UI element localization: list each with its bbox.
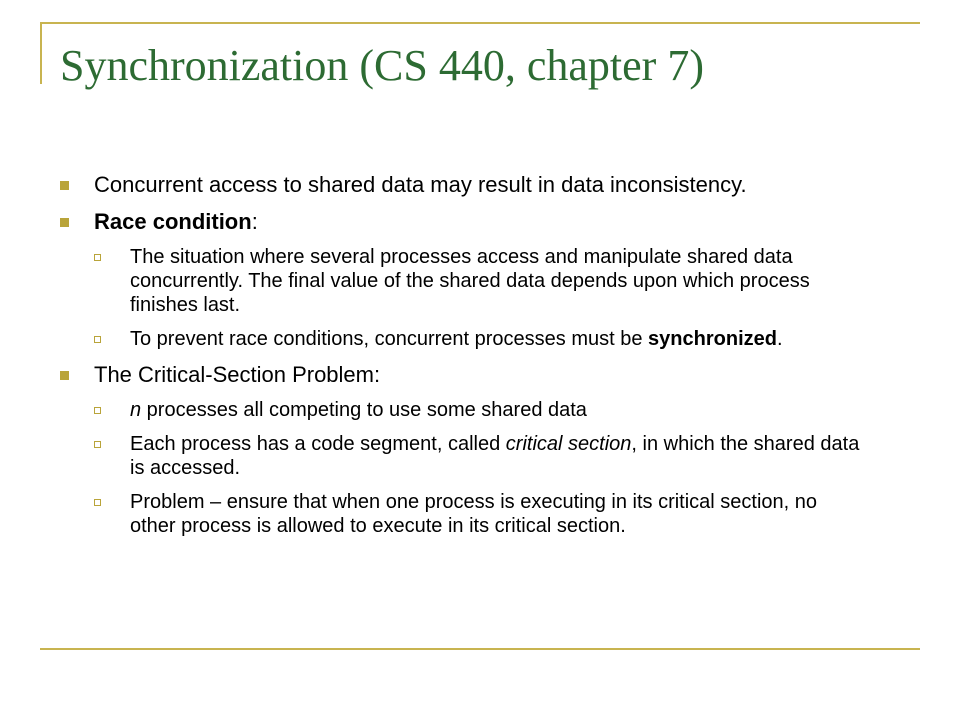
hollow-square-bullet-icon [94, 407, 101, 414]
sub-bullet-text: The situation where several processes access and manipulate shared data concurrently. The final value of the shared data depends upon which process finishes last. [130, 246, 810, 316]
sub-bullet-problem [60, 490, 860, 538]
bullet-text: Concurrent access to shared data may result in data inconsistency. [94, 172, 747, 197]
critical-section-term: critical section [505, 433, 632, 455]
bullet-list [60, 172, 860, 538]
n-variable: n [130, 399, 142, 421]
sub-bullet-text-after: , in which the shared data is accessed. [130, 433, 860, 479]
bullet-text: The Critical-Section Problem: [94, 362, 381, 387]
hollow-square-bullet-icon [94, 254, 101, 261]
left-rule [40, 22, 42, 84]
sub-bullet-text-before: To prevent race conditions, concurrent processes must be [130, 328, 649, 350]
square-bullet-icon [60, 218, 69, 227]
square-bullet-icon [60, 371, 69, 380]
bottom-rule [40, 648, 920, 650]
top-rule [40, 22, 920, 24]
race-condition-colon: : [251, 209, 258, 234]
sub-bullet-code-segment [60, 432, 860, 480]
synchronized-term: synchronized [648, 328, 777, 350]
sub-bullet-n-processes [60, 398, 860, 422]
sub-bullet-text-before: Each process has a code segment, called [130, 433, 506, 455]
bullet-critical-section [60, 362, 860, 388]
bullet-concurrent-access [60, 172, 860, 198]
sub-bullet-prevent [60, 327, 860, 351]
hollow-square-bullet-icon [94, 441, 101, 448]
hollow-square-bullet-icon [94, 499, 101, 506]
hollow-square-bullet-icon [94, 336, 101, 343]
sub-bullet-text-after: . [776, 328, 783, 350]
sub-bullet-text: processes all competing to use some shared data [141, 399, 587, 421]
sub-bullet-text: Problem – ensure that when one process is executing in its critical section, no other process is allowed to execute in its critical section. [130, 491, 818, 537]
square-bullet-icon [60, 181, 69, 190]
slide-title: Synchronization (CS 440, chapter 7) [60, 41, 704, 90]
sub-bullet-situation [60, 245, 860, 317]
race-condition-term: Race condition [94, 209, 252, 234]
bullet-race-condition [60, 209, 860, 235]
